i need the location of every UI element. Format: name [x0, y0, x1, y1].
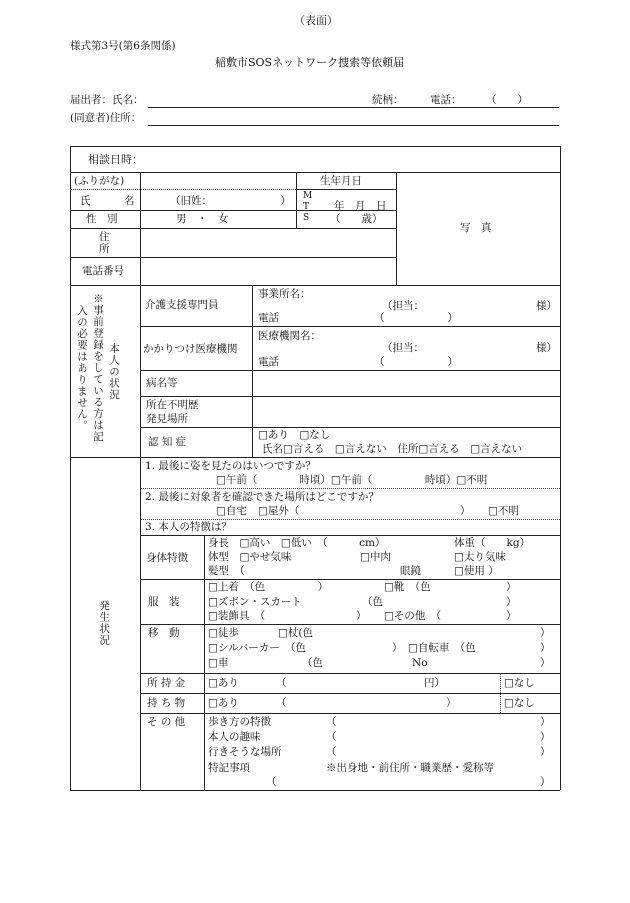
name-label-a: 氏: [80, 195, 91, 207]
body-features-label: 身体特徴: [146, 552, 188, 564]
person-status-label: 本人の状況: [108, 343, 121, 401]
belongings-yes: □あり: [208, 697, 239, 709]
glasses-use: □使用 ）: [454, 565, 499, 577]
money-label: 所 持 金: [147, 677, 186, 689]
address-label-b: 所: [99, 243, 110, 255]
money-yes: □あり: [208, 677, 239, 689]
line: [70, 172, 560, 173]
page-side-label: （表面）: [294, 14, 338, 27]
consult-date-label: 相談日時：: [88, 153, 143, 166]
registration-note-1: ※事前登録をしている方は記: [92, 293, 105, 443]
clothes-close-3: ）: [506, 610, 517, 622]
photo-label: 写 真: [460, 222, 492, 234]
doctor-in-charge: （担当：: [382, 342, 424, 354]
missing-history-label: 所在不明歴: [146, 399, 199, 411]
body-type-fat: □太り気味: [454, 551, 506, 563]
walk-style: 歩き方の特徴: [208, 716, 271, 728]
hairstyle: 髪型 （: [208, 565, 245, 577]
belongings-open: （: [276, 697, 287, 709]
hobby-open: （: [326, 731, 337, 743]
gender-label: 性 別: [86, 213, 118, 225]
hobby-close: ）: [540, 731, 551, 743]
table-right: [560, 146, 561, 790]
doctor-phone-parens: （ ）: [374, 356, 458, 368]
likely-place-open: （: [326, 746, 337, 758]
q2-home: □自宅: [216, 505, 247, 517]
disease-label: 病名等: [146, 377, 178, 389]
belongings-close: ）: [446, 697, 457, 709]
glasses-label: 眼鏡: [400, 565, 421, 577]
move-silvercar: □シルバーカー （色: [208, 642, 306, 654]
movement-label: 移 動: [148, 627, 180, 639]
era-m: M: [303, 191, 313, 201]
belongings-label: 持 ち 物: [147, 697, 186, 709]
family-doctor-label: かかりつけ医療機関: [143, 343, 238, 355]
hobby: 本人の趣味: [208, 731, 261, 743]
move-car-color: （色: [302, 657, 323, 669]
ymd-label: 年 月 日: [334, 200, 387, 212]
care-phone-parens: （ ）: [374, 312, 458, 324]
applicant-phone-label: 電話：: [430, 94, 462, 106]
clothes-close-2: ）: [506, 596, 517, 608]
move-walk: □徒歩: [208, 627, 239, 639]
applicant-phone-parens: （ ）: [486, 94, 528, 106]
consent-address-label: (同意者)住所：: [70, 112, 142, 124]
move-close-1: ）: [540, 627, 551, 639]
money-yen: 円）: [424, 677, 445, 689]
move-silvercar-close: ）: [392, 642, 403, 654]
move-close-2: ）: [540, 642, 551, 654]
former-name: （旧姓： ）: [170, 195, 291, 207]
medical-name-label: 医療機関名：: [258, 330, 321, 342]
gender-options: 男 ・ 女: [176, 213, 229, 225]
care-sama: 様）: [536, 300, 557, 312]
money-none: □なし: [504, 677, 535, 689]
q1-answer: □午前（ 時頃）□午前（ 時頃）□不明: [216, 474, 488, 486]
walk-style-open: （: [326, 716, 337, 728]
special-notes: 特記事項: [208, 762, 250, 774]
doctor-sama: 様）: [536, 342, 557, 354]
special-close: ）: [540, 776, 551, 788]
applicant-line: [148, 107, 559, 108]
body-type-mid: □中肉: [360, 551, 391, 563]
clothes-other: □その他 （: [384, 610, 442, 622]
money-open: （: [276, 677, 287, 689]
consent-line: [148, 125, 559, 126]
found-place-label: 発見場所: [146, 413, 188, 425]
form-number: 様式第3号(第6条関係): [70, 40, 176, 52]
q2-outdoor: □屋外（: [258, 505, 300, 517]
clothes-close-1: ）: [506, 581, 517, 593]
applicant-name-label: 届出者：氏名：: [70, 94, 144, 106]
move-bicycle: □自転車 （色: [408, 642, 476, 654]
special-note-hint: ※出身地・前住所・職業歴・愛称等: [326, 762, 494, 774]
table-top: [70, 146, 560, 147]
likely-place: 行きそうな場所: [208, 746, 282, 758]
walk-style-close: ）: [540, 716, 551, 728]
era-s: S: [303, 213, 310, 223]
body-type: 体型 □やせ気味: [208, 551, 292, 563]
clothes-top: □上着 （色 ）: [208, 581, 329, 593]
form-title: 稲敷市SOSネットワーク捜索等依頼届: [215, 56, 405, 69]
birthdate-label: 生年月日: [320, 175, 362, 187]
name-label-b: 名: [124, 195, 135, 207]
body-height: 身長 □高い □低い （ cm）: [208, 537, 386, 549]
furigana-label: (ふりがな): [74, 175, 125, 187]
move-close-3: ）: [540, 657, 551, 669]
belongings-none: □なし: [504, 697, 535, 709]
office-name-label: 事業所名：: [258, 288, 311, 300]
q3-text: 3. 本人の特徴は？: [145, 521, 232, 533]
table-left: [70, 146, 71, 790]
move-car: □車: [208, 657, 229, 669]
body-weight: 体重（ kg）: [454, 537, 531, 549]
age-label: （ 歳）: [330, 213, 383, 225]
q1-text: 1. 最後に姿を見たのはいつですか？: [145, 460, 316, 472]
clothes-label: 服 装: [148, 596, 180, 608]
other-label: そ の 他: [147, 716, 186, 728]
care-manager-label: 介護支援専門員: [145, 299, 219, 311]
care-in-charge: （担当：: [382, 300, 424, 312]
address-label-a: 住: [99, 231, 110, 243]
move-cane: □杖(色: [278, 627, 314, 639]
doctor-phone-label: 電話: [258, 356, 279, 368]
clothes-shoes: □靴 （色: [384, 581, 431, 593]
special-open: （: [266, 776, 277, 788]
dementia-yes-no: □あり □なし: [258, 429, 331, 441]
move-car-no: No: [412, 657, 428, 669]
dementia-detail: 氏名□言える □言えない 住所□言える □言えない: [262, 443, 523, 455]
dementia-label: 認 知 症: [148, 436, 187, 448]
clothes-accessory: □装飾具 （: [208, 610, 266, 622]
relation-label: 続柄：: [372, 94, 404, 106]
q2-text: 2. 最後に対象者を確認できた場所はどこですか？: [145, 491, 379, 503]
clothes-pants-color: （色: [362, 596, 383, 608]
q2-unknown: □不明: [488, 505, 519, 517]
occurrence-label: 発生状況: [98, 600, 111, 646]
era-t: T: [303, 202, 310, 212]
registration-note-2: 入の必要はありません。: [76, 305, 89, 432]
likely-place-close: ）: [540, 746, 551, 758]
clothes-pants: □ズボン・スカート: [208, 596, 302, 608]
table-bottom: [70, 790, 560, 791]
phone-number-label: 電話番号: [82, 265, 124, 277]
clothes-acc-close: ）: [356, 610, 367, 622]
q2-close: ）: [460, 505, 471, 517]
care-phone-label: 電話: [258, 312, 279, 324]
